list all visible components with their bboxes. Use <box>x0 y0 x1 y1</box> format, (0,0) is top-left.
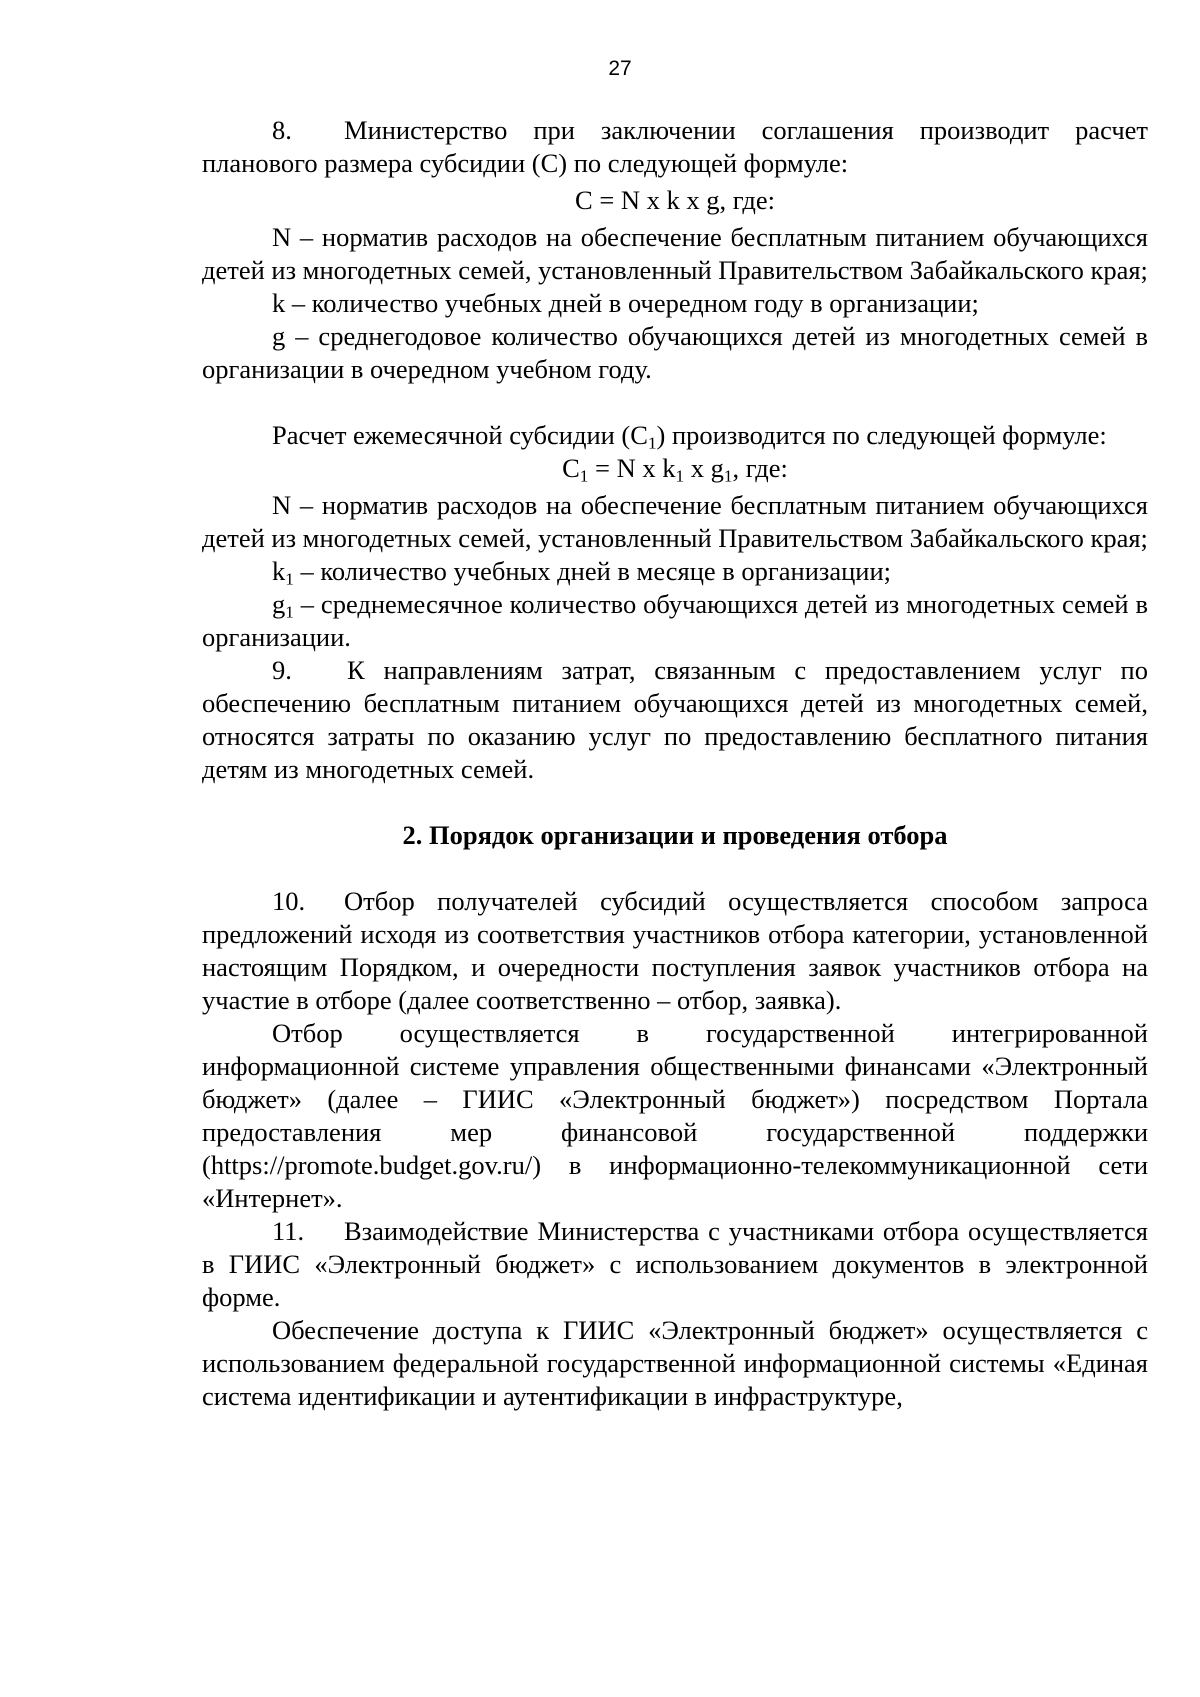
definition-n-monthly: N – норматив расходов на обеспечение бесплатным питанием обучающихся детей из многодетных семей, установленный Правительством Забайкальского края; <box>202 490 1148 553</box>
definition-k1 <box>202 555 1148 588</box>
subscript: 1 <box>675 466 685 486</box>
definition-k1-text: – количество учебных дней в месяце в организации; <box>293 556 892 586</box>
definition-k: k – количество учебных дней в очередном году в организации; <box>272 288 979 318</box>
definition-n: N – норматив расходов на обеспечение бесплатным питанием обучающихся детей из многодетных семей, установленный Правительством Забайкальского края; <box>202 222 1148 285</box>
document-body <box>202 114 1148 1413</box>
paragraph-text: К направлениям затрат, связанным с предоставлением услуг по обеспечению бесплатным питанием обучающихся детей из многодетных семей, относятся затраты по оказанию услуг по предоставлению бесплатного питания детям из многодетных семей. <box>202 655 1148 784</box>
monthly-text-start: Расчет ежемесячной субсидии (C <box>272 420 648 450</box>
paragraph-8 <box>202 114 1148 180</box>
blank-line <box>202 386 1148 419</box>
page-number: 27 <box>608 57 632 80</box>
section-heading: 2. Порядок организации и проведения отбора <box>402 820 948 850</box>
subscript: 1 <box>285 602 294 622</box>
formula-n-k: = N x k <box>588 453 676 483</box>
paragraph-number: 9. <box>272 655 292 685</box>
subscript: 1 <box>723 466 733 486</box>
definition-g1-text: – среднемесячное количество обучающихся детей из многодетных семей в организации. <box>202 589 1148 652</box>
paragraph-10 <box>202 885 1148 1017</box>
definition-g: g – среднегодовое количество обучающихся детей из многодетных семей в организации в очередном учебном году. <box>202 321 1148 384</box>
paragraph-number: 11. <box>272 1216 305 1246</box>
paragraph-number: 10. <box>272 886 306 916</box>
formula-monthly-subsidy <box>202 452 1148 485</box>
monthly-text-end: ) производится по следующей формуле: <box>656 420 1107 450</box>
formula-c: C <box>562 453 580 483</box>
definition-g1 <box>202 588 1148 654</box>
formula-end: , где: <box>732 453 788 483</box>
formula-g: x g <box>684 453 724 483</box>
paragraph-text: Министерство при заключении соглашения производит расчет планового размера субсидии (C) по следующей формуле: <box>202 115 1148 178</box>
paragraph-monthly-subsidy <box>202 419 1148 452</box>
paragraph-11 <box>202 1215 1148 1314</box>
paragraph-10-continued: Отбор осуществляется в государственной интегрированной информационной системе управления общественными финансами «Электронный бюджет» (далее – ГИИС «Электронный бюджет») посредством Портала предоставления мер финансовой государственной поддержки (https://promote.budget.gov.ru/) в информационно-телекоммуникационной сети «Интернет». <box>202 1018 1148 1213</box>
paragraph-number: 8. <box>272 115 292 145</box>
blank-line <box>202 786 1148 819</box>
paragraph-text: Отбор получателей субсидий осуществляется способом запроса предложений исходя из соответствия участников отбора категории, установленной настоящим Порядком, и очередности поступления заявок участников отбора на участие в отборе (далее соответственно – отбор, заявка). <box>202 886 1148 1015</box>
paragraph-11-continued: Обеспечение доступа к ГИИС «Электронный бюджет» осуществляется с использованием федеральной государственной информационной системы «Единая система идентификации и аутентификации в инфраструктуре, <box>202 1315 1148 1411</box>
subscript: 1 <box>285 569 294 589</box>
paragraph-text: Взаимодействие Министерства с участниками отбора осуществляется в ГИИС «Электронный бюджет» с использованием документов в электронной форме. <box>202 1216 1148 1312</box>
formula-annual-subsidy: C = N x k x g, где: <box>575 185 775 215</box>
paragraph-9 <box>202 654 1148 786</box>
blank-line <box>202 852 1148 885</box>
symbol-k: k <box>272 556 286 586</box>
subscript: 1 <box>579 466 589 486</box>
subscript: 1 <box>647 433 657 453</box>
symbol-g: g <box>272 589 286 619</box>
